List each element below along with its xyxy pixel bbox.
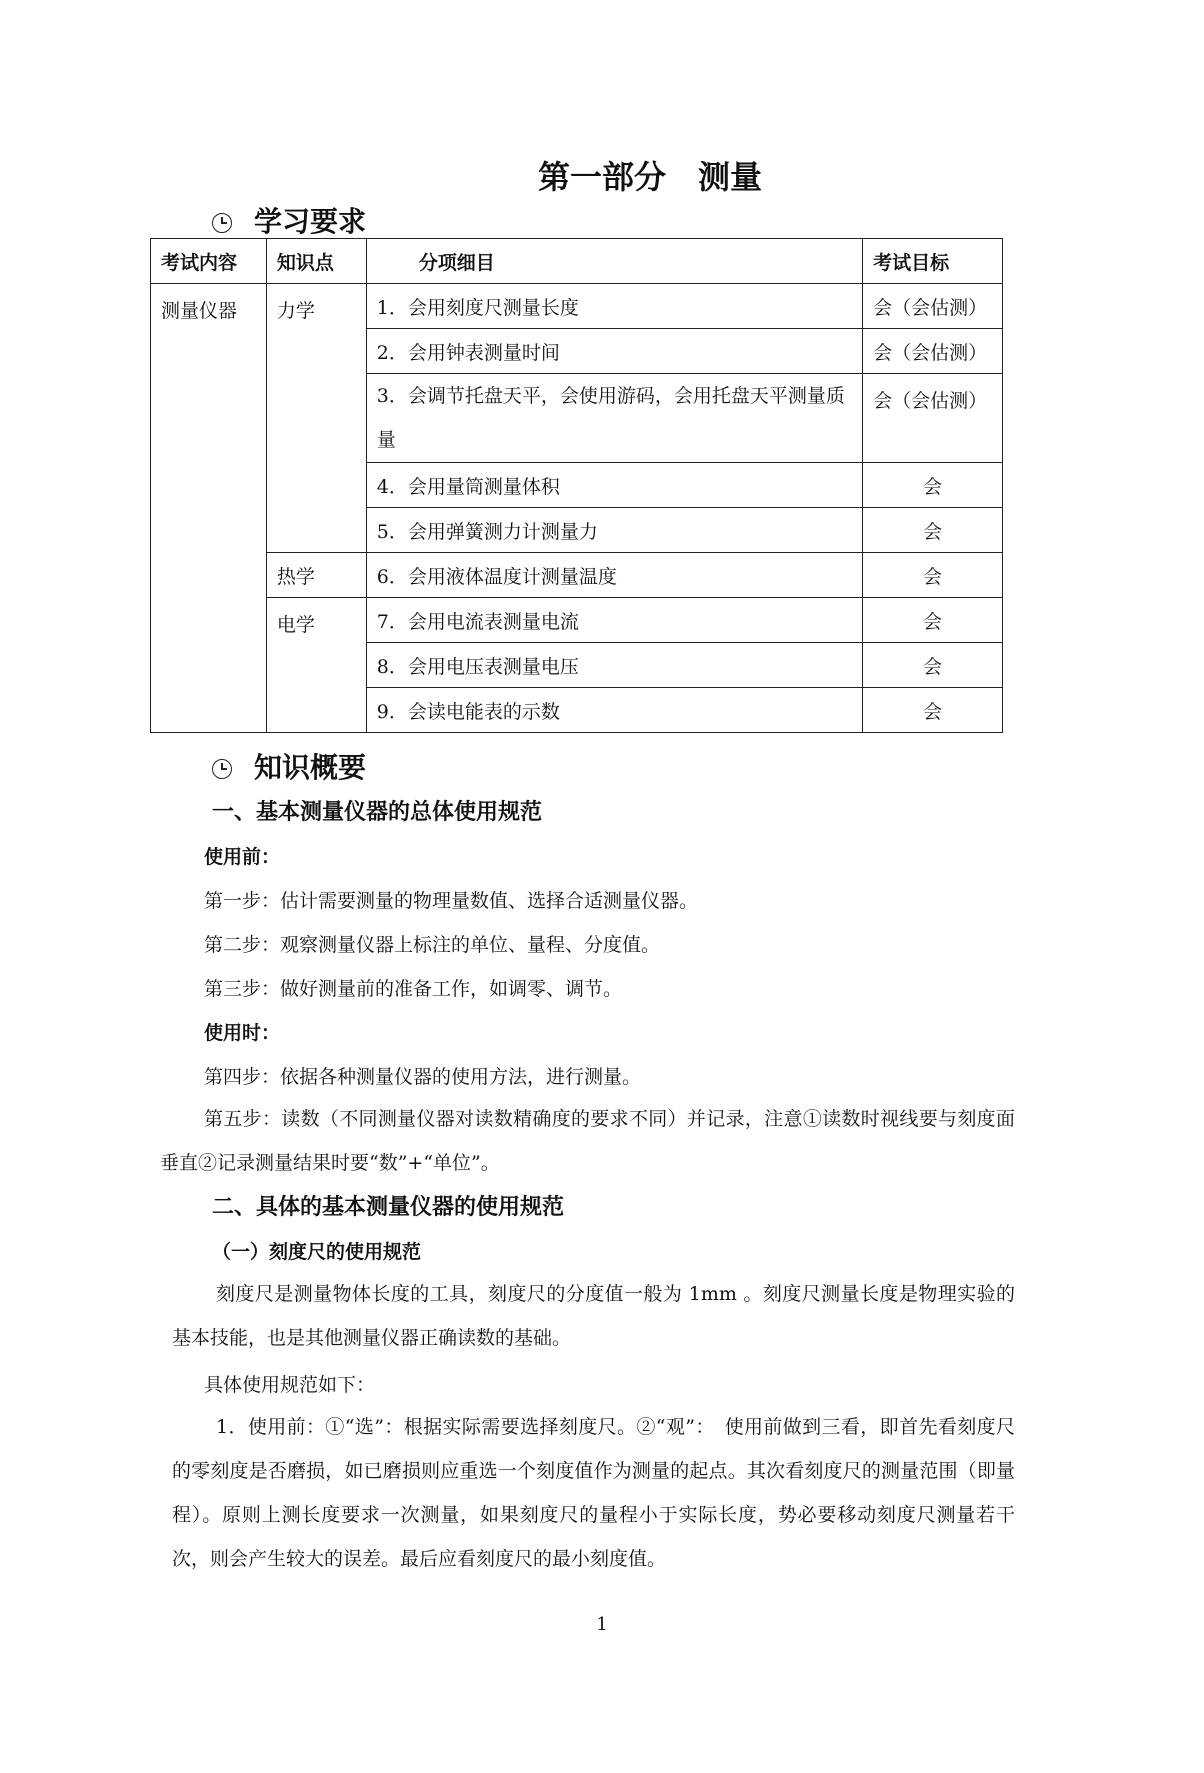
- step-3: 第三步：做好测量前的准备工作，如调零、调节。: [204, 978, 623, 1000]
- topic-cell: 力学: [266, 284, 366, 553]
- part1-heading: 一、基本测量仪器的总体使用规范: [212, 800, 543, 825]
- topic-cell: 电学: [266, 598, 366, 733]
- clock-icon: [212, 213, 232, 233]
- during-use-label: 使用时：: [204, 1022, 281, 1044]
- clock-icon: [212, 759, 232, 779]
- item-cell: 3．会调节托盘天平，会使用游码，会用托盘天平测量质量: [366, 374, 862, 463]
- header-cell: 分项细目: [366, 239, 862, 284]
- item-cell: 2．会用钟表测量时间: [366, 329, 862, 374]
- goal-cell: 会: [863, 508, 1003, 553]
- header-cell: 考试内容: [151, 239, 267, 284]
- step-1: 第一步：估计需要测量的物理量数值、选择合适测量仪器。: [204, 890, 699, 912]
- item-cell: 6．会用液体温度计测量温度: [366, 553, 862, 598]
- goal-cell: 会: [863, 688, 1003, 733]
- section-heading-text: 知识概要: [254, 751, 367, 784]
- section-heading-requirements: [212, 200, 366, 240]
- section-heading-text: 学习要求: [254, 205, 367, 238]
- goal-cell: 会（会估测）: [863, 284, 1003, 329]
- item-cell: 7．会用电流表测量电流: [366, 598, 862, 643]
- table-header-row: [151, 239, 1003, 284]
- ruler-subheading: （一）刻度尺的使用规范: [212, 1241, 422, 1263]
- goal-cell: 会: [863, 598, 1003, 643]
- table-row: [151, 553, 1003, 598]
- content-cell: 测量仪器: [151, 284, 267, 733]
- item-cell: 9．会读电能表的示数: [366, 688, 862, 733]
- item-cell: 8．会用电压表测量电压: [366, 643, 862, 688]
- part2-heading: 二、具体的基本测量仪器的使用规范: [212, 1195, 565, 1220]
- item-cell: 1．会用刻度尺测量长度: [366, 284, 862, 329]
- ruler-intro: 刻度尺是测量物体长度的工具，刻度尺的分度值一般为 1mm 。刻度尺测量长度是物理实验的基本技能，也是其他测量仪器正确读数的基础。: [172, 1283, 1015, 1349]
- goal-cell: 会（会估测）: [863, 329, 1003, 374]
- rules-label: 具体使用规范如下：: [204, 1374, 376, 1396]
- page-number: 1: [596, 1614, 608, 1635]
- table-row: [151, 284, 1003, 329]
- header-cell: 考试目标: [863, 239, 1003, 284]
- goal-cell: 会: [863, 463, 1003, 508]
- goal-cell: 会: [863, 553, 1003, 598]
- section-heading-overview: [212, 746, 366, 786]
- header-cell: 知识点: [266, 239, 366, 284]
- rule-1: 1．使用前：①“选”：根据实际需要选择刻度尺。②“观”： 使用前做到三看，即首先看刻度尺的零刻度是否磨损，如已磨损则应重选一个刻度值作为测量的起点。其次看刻度尺的测量范围（即量程）。原则上测长度要求一次测量，如果刻度尺的量程小于实际长度，势必要移动刻度尺测量若干次，则会产生较大的误差。最后应看刻度尺的最小刻度值。: [172, 1416, 1015, 1570]
- requirements-table: [150, 238, 1003, 733]
- step-5: 第五步：读数（不同测量仪器对读数精确度的要求不同）并记录，注意①读数时视线要与刻度面垂直②记录测量结果时要“数”+“单位”。: [160, 1108, 1015, 1174]
- step-2: 第二步：观察测量仪器上标注的单位、量程、分度值。: [204, 934, 661, 956]
- item-cell: 4．会用量筒测量体积: [366, 463, 862, 508]
- item-cell: 5．会用弹簧测力计测量力: [366, 508, 862, 553]
- before-use-label: 使用前：: [204, 846, 281, 868]
- page-title: 第一部分 测量: [538, 158, 763, 196]
- goal-cell: 会: [863, 643, 1003, 688]
- goal-cell: 会（会估测）: [863, 374, 1003, 463]
- topic-cell: 热学: [266, 553, 366, 598]
- step-4: 第四步：依据各种测量仪器的使用方法，进行测量。: [204, 1066, 642, 1088]
- table-row: [151, 598, 1003, 643]
